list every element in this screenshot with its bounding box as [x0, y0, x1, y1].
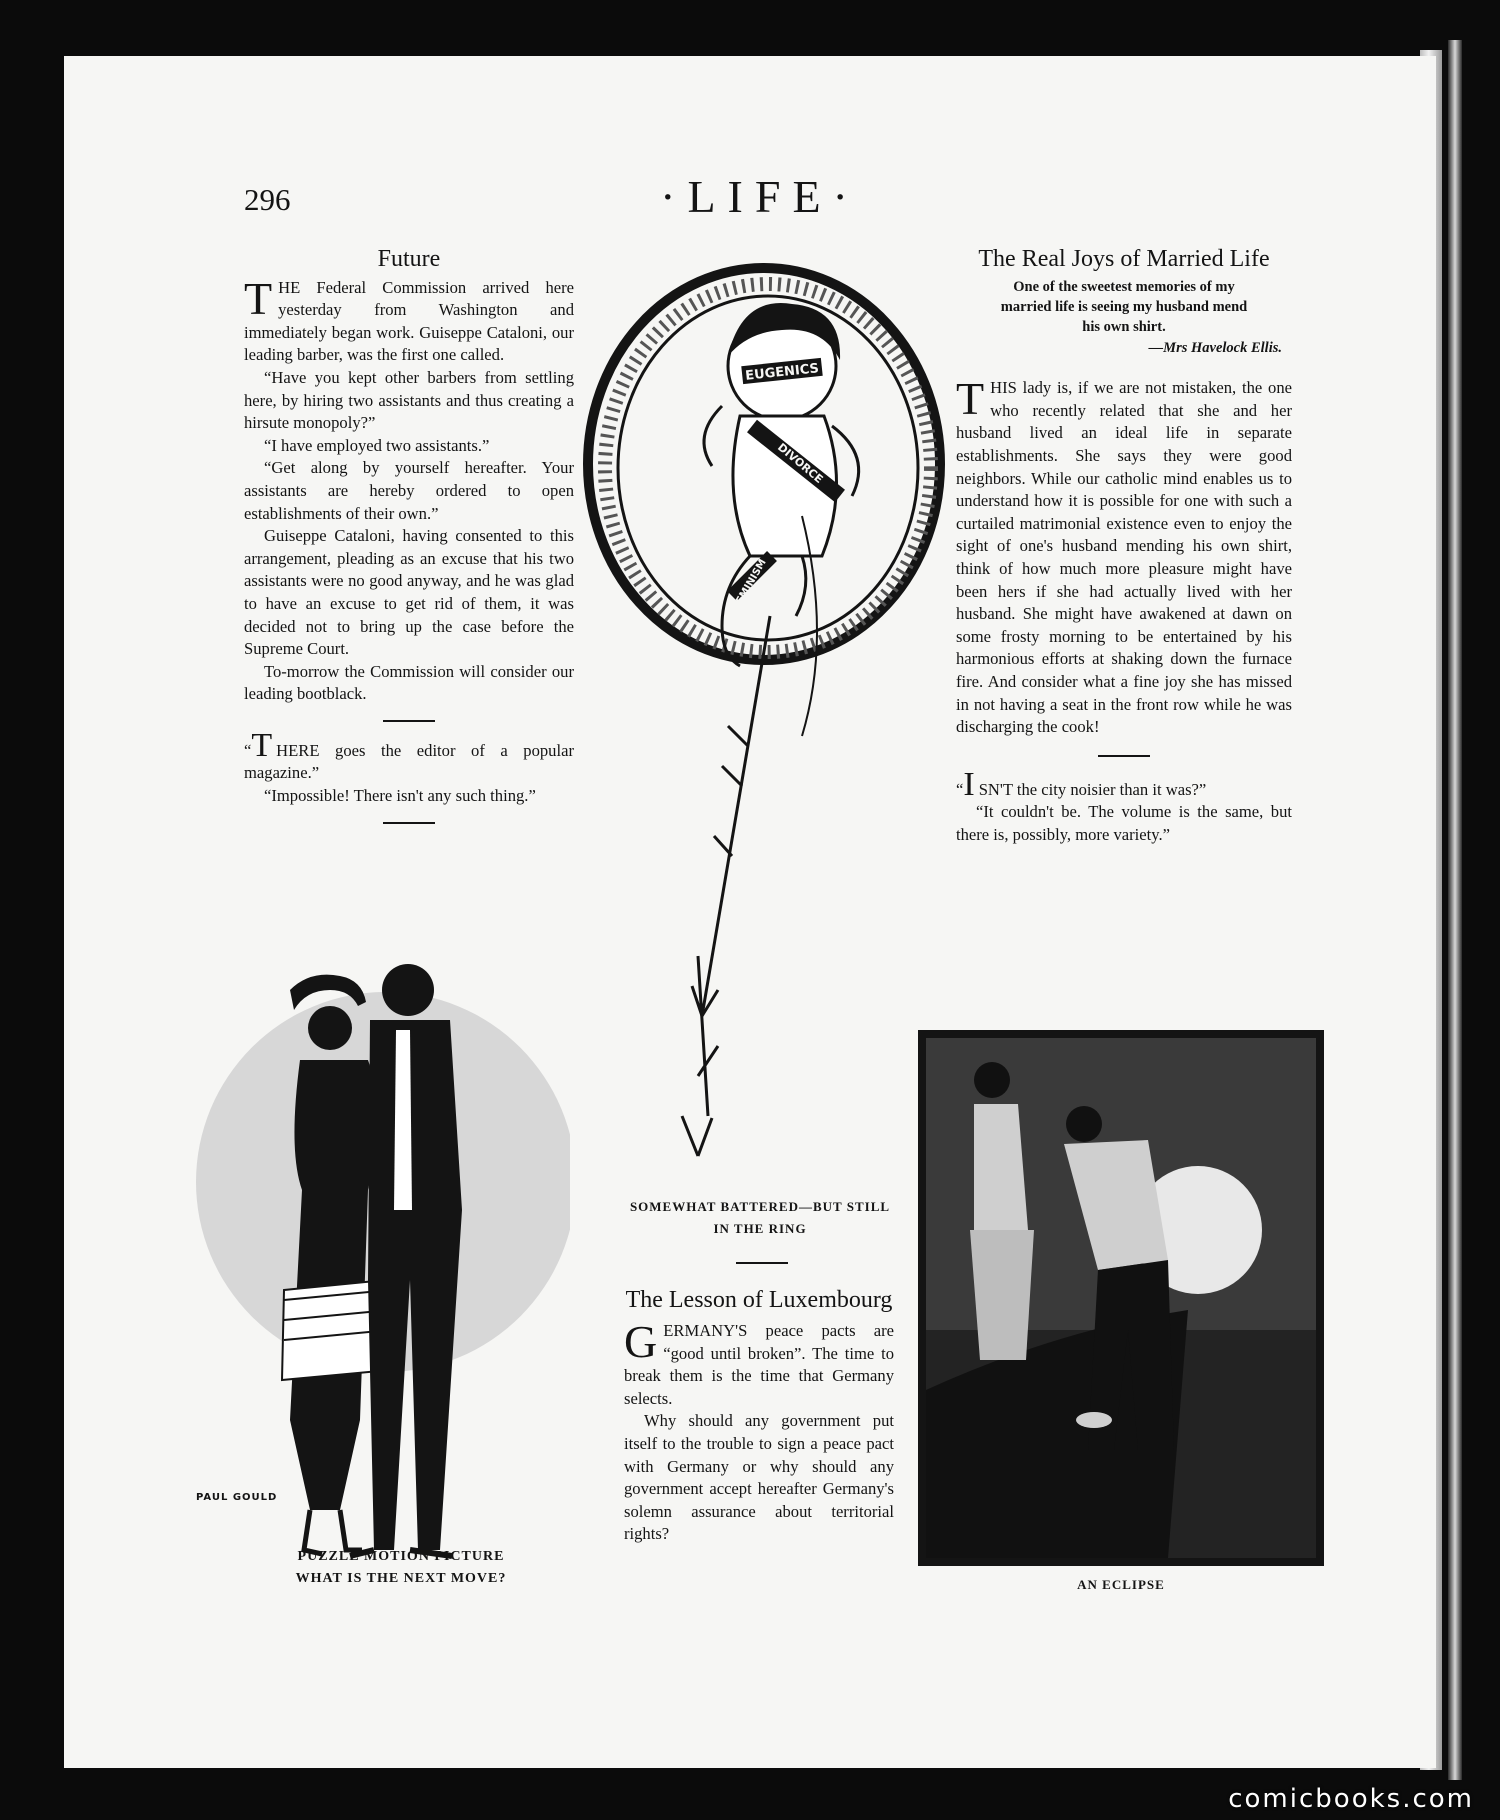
hat-on-deck [1076, 1412, 1112, 1428]
man-head [1066, 1106, 1102, 1142]
binding-edge [1448, 40, 1462, 1780]
cupid-leg [796, 556, 806, 616]
drop-cap: G [624, 1316, 658, 1367]
epigraph-author: —Mrs Havelock Ellis. [1148, 339, 1282, 356]
noisy-joke-paragraph: “I SN'T the city noisier than it was?” [956, 765, 1207, 803]
noisy-joke-paragraph: “It couldn't be. The volume is the same, but there is, possibly, more variety.” [956, 802, 1292, 844]
editor-joke-paragraph: “T HERE goes the editor of a popular magazine.” [244, 726, 574, 783]
divorce-label: DIVORCE [775, 440, 826, 486]
woman-head [974, 1062, 1010, 1098]
editor-joke-paragraph: “Impossible! There isn't any such thing.” [264, 786, 536, 806]
luxembourg-paragraph: Why should any government put itself to the trouble to sign a peace pact with Germany or why should any government accept hereafter Germany's solemn assurance about territorial rights? [624, 1411, 894, 1544]
feminism-label: FEMINISM [730, 557, 769, 612]
man-suit [368, 1020, 462, 1550]
future-title: Future [377, 246, 441, 272]
divider [383, 822, 435, 824]
site-watermark: comicbooks.com [1228, 1784, 1474, 1814]
future-paragraph: Guiseppe Cataloni, having consented to this arrangement, pleading as an excuse that his two assistants were no good anyway, and he was glad to have an excuse to get rid of them, it was decided not to bring up the case before the Supreme Court. [244, 526, 574, 659]
man-shirt-front [394, 1030, 412, 1210]
arrow-shaft [702, 616, 770, 1016]
right-column [956, 248, 1292, 846]
woman-skirt [970, 1230, 1034, 1360]
cupid-arm [704, 406, 722, 466]
artist-signature: PAUL GOULD [196, 1492, 278, 1503]
silhouette-caption: PUZZLE MOTION PICTURE WHAT IS THE NEXT MOVE? [295, 1549, 507, 1586]
left-column [244, 248, 574, 838]
eugenics-label: EUGENICS [744, 361, 820, 384]
luxembourg-paragraph: GERMANY'S peace pacts are “good until broken”. The time to break them is the time that Germany selects. [624, 1316, 894, 1408]
future-paragraph: “Get along by yourself hereafter. Your assistants are hereby ordered to open establishments of their own.” [244, 458, 574, 523]
drop-cap: T [244, 272, 273, 324]
married-life-title: The Real Joys of Married Life [978, 246, 1270, 272]
future-paragraph: To-morrow the Commission will consider our leading bootblack. [244, 661, 574, 704]
drop-cap: T [251, 726, 273, 764]
divider [383, 720, 435, 722]
eclipse-illustration [918, 1030, 1324, 1566]
future-paragraph: “I have employed two assistants.” [264, 435, 490, 455]
divider [1098, 755, 1150, 757]
arrow-tip [682, 1116, 712, 1156]
drop-cap: T [956, 373, 985, 425]
man-head [382, 964, 434, 1016]
married-life-paragraph: THIS lady is, if we are not mistaken, the one who recently related that she and her husband lived an ideal life in separate establishments. She says they were good neighbors. While our catholic mind enables us to understand how it is possible for one with such a curtailed matrimonial existence even to enjoy the sight of one's husband mending his own shirt, think of how much more pleasure might have been hers if she had actually lived with her husband. She might have awakened at dawn on some frosty morning to be entertained by his harmonious efforts at shaking down the furnace fire. And consider what a fine joy she has missed in not having a seat in the front row while he was discharging the cook! [956, 373, 1292, 737]
future-paragraph: THE Federal Commission arrived here yesterday from Washington and immediately began work. Guiseppe Cataloni, our leading barber, was the first one called. [244, 272, 574, 365]
luxembourg-article [624, 1286, 894, 1546]
eclipse-caption: AN ECLIPSE [1077, 1577, 1165, 1592]
masthead: ·LIFE· [660, 171, 860, 222]
silhouette-illustration [190, 950, 570, 1570]
future-paragraph: “Have you kept other barbers from settling here, by hiring two assistants and thus creating a hirsute monopoly?” [244, 367, 574, 433]
page-number: 296 [244, 182, 291, 217]
drop-cap: I [963, 765, 975, 803]
woman-head [308, 1006, 352, 1050]
cupid-cartoon [572, 256, 956, 1184]
divider [736, 1262, 788, 1264]
cupid-caption: SOMEWHAT BATTERED—BUT STILL IN THE RING [629, 1199, 891, 1236]
luxembourg-title: The Lesson of Luxembourg [625, 1287, 893, 1313]
epigraph-quote: One of the sweetest memories of my married life is seeing my husband mend his own shirt. [1000, 278, 1248, 335]
